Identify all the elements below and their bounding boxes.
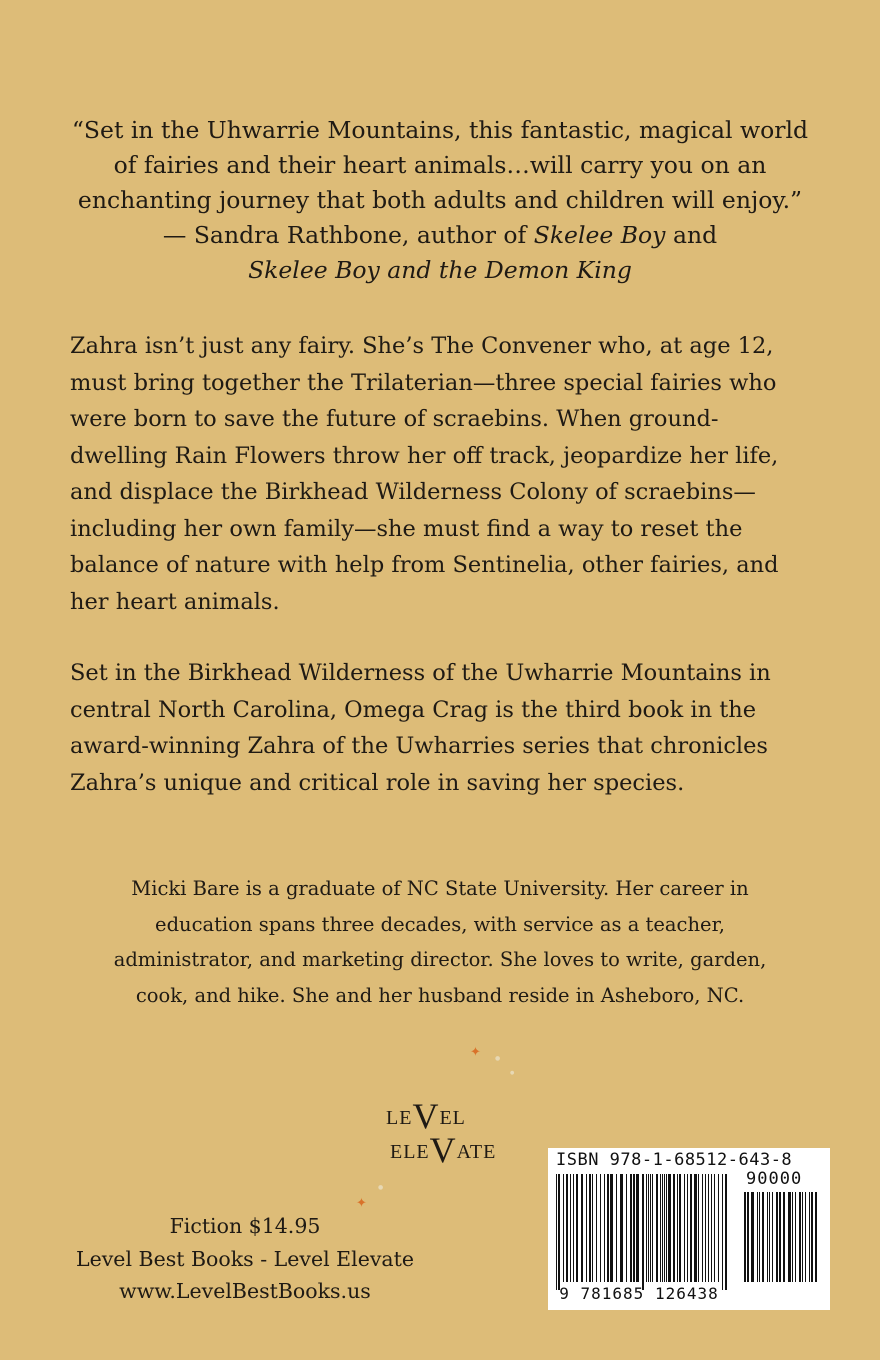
barcode-bar — [795, 1192, 796, 1282]
barcode-bar — [592, 1174, 593, 1282]
barcode-bar — [656, 1174, 658, 1282]
sparkle-icon: ✦ — [356, 1196, 367, 1211]
sparkle-icon: ● — [495, 1055, 501, 1062]
barcode-bar — [668, 1174, 671, 1282]
barcode-bar — [762, 1192, 764, 1282]
publisher-website: www.LevelBestBooks.us — [119, 1279, 371, 1303]
barcode-bar — [747, 1192, 749, 1282]
quote-book-2-line — [40, 253, 840, 288]
barcode-bar — [607, 1174, 609, 1282]
barcode-bar — [708, 1174, 709, 1282]
barcode-bar — [646, 1174, 647, 1282]
barcode-bar — [698, 1174, 699, 1282]
sparkle-icon: ● — [378, 1184, 384, 1191]
endorsement-quote — [40, 113, 840, 288]
barcode-bar — [633, 1174, 635, 1282]
price-code: 90000 — [746, 1169, 803, 1189]
barcode-bar — [811, 1192, 813, 1282]
barcode-bar — [815, 1192, 817, 1282]
barcode-bar — [616, 1174, 617, 1282]
barcode-bar — [610, 1174, 613, 1282]
barcode-bar — [596, 1174, 597, 1282]
barcode-bar — [687, 1174, 688, 1282]
barcode-bar — [809, 1192, 810, 1282]
barcode-bar — [702, 1174, 703, 1282]
barcode-bar — [772, 1192, 773, 1282]
publisher-logo — [372, 1080, 512, 1170]
barcode-bar — [779, 1192, 781, 1282]
barcode-digits: 9 781685 126438 — [559, 1284, 719, 1303]
barcode-bar — [570, 1174, 571, 1282]
sparkle-icon: ✦ — [470, 1045, 481, 1060]
description-paragraph-2: Set in the Birkhead Wilderness of the Uwharrie Mountains in central North Carolina, Omega Crag is the third book in the award-winning Zahra of the Uwharries series that chronicles Zahra’s unique and critical role in saving her species. — [70, 660, 771, 796]
book-title-1: Skelee Boy — [533, 221, 666, 249]
barcode-bar — [679, 1174, 681, 1282]
description-paragraph-1: Zahra isn’t just any fairy. She’s The Convener who, at age 12, must bring together the Trilaterian—three special fairies who were born to save the future of scraebins. When ground-dwelling Rain Flowers throw her off track, jeopardize her life, and displace the Birkhead Wilderness Colony of scraebins—including her own family—she must find a way to reset the balance of nature with help from Sentinelia, other fairies, and her heart animals. — [70, 333, 779, 615]
quote-line-1: “Set in the Uhwarrie Mountains, this fantastic, magical world — [71, 116, 809, 144]
barcode-bar — [604, 1174, 605, 1282]
barcode-bar — [620, 1174, 623, 1282]
barcode-bar — [652, 1174, 653, 1282]
barcode-bar — [650, 1174, 651, 1282]
barcode-bar — [705, 1174, 706, 1282]
barcode-bar — [776, 1192, 778, 1282]
quote-line-2: of fairies and their heart animals…will carry you on an — [113, 151, 767, 179]
publisher-name: Level Best Books - Level Elevate — [75, 1246, 414, 1271]
barcode-bar — [783, 1192, 785, 1282]
attribution-join: and — [665, 221, 718, 249]
barcode-bar — [600, 1174, 601, 1282]
logo-row-level: LEVEL — [386, 1096, 466, 1136]
barcode-bar — [662, 1174, 663, 1282]
barcode-bar — [694, 1174, 697, 1282]
barcode-bar — [767, 1192, 768, 1282]
barcode-bar — [718, 1174, 719, 1282]
logo-row-elevate: ELEVATE — [390, 1130, 497, 1170]
barcode-bar — [581, 1174, 583, 1282]
barcode-bar — [673, 1174, 675, 1282]
barcode-bar — [799, 1192, 801, 1282]
barcode-bar — [589, 1174, 591, 1282]
author-bio: Micki Bare is a graduate of NC State University. Her career in education spans three decades, with service as a teacher, administrator, and marketing director. She loves to write, garden, cook, and hike. She and her husband reside in Asheboro, NC. — [113, 877, 767, 1007]
barcode-bar — [677, 1174, 678, 1282]
genre-price: Fiction $14.95 — [169, 1214, 321, 1238]
barcode-bar — [558, 1174, 560, 1290]
barcode-bar — [586, 1174, 587, 1282]
barcode-bar — [566, 1174, 568, 1282]
barcode-bar — [563, 1174, 564, 1282]
barcode-bar — [769, 1192, 770, 1282]
barcode-bar — [802, 1192, 803, 1282]
barcode-bar — [757, 1192, 758, 1282]
quote-line-3: enchanting journey that both adults and children will enjoy.” — [77, 186, 803, 214]
barcode-bar — [722, 1174, 723, 1290]
barcode-bar — [556, 1174, 557, 1290]
barcode-bar — [626, 1174, 627, 1282]
barcode-bar — [684, 1174, 685, 1282]
barcode-bar — [690, 1174, 692, 1282]
isbn-barcode — [548, 1148, 830, 1310]
barcode-bar — [711, 1174, 712, 1282]
barcode-bar — [664, 1174, 665, 1282]
publisher-footer — [60, 1210, 430, 1308]
quote-attribution — [40, 218, 840, 253]
barcode-bar — [636, 1174, 639, 1282]
attribution-prefix: — Sandra Rathbone, author of — [162, 221, 534, 249]
barcode-bar — [788, 1192, 791, 1282]
barcode-bar — [642, 1174, 644, 1290]
isbn-label: ISBN 978-1-68512-643-8 — [556, 1150, 793, 1170]
barcode-bar — [744, 1192, 746, 1282]
barcode-bar — [725, 1174, 727, 1290]
barcode-bar — [648, 1174, 649, 1282]
barcode-bar — [759, 1192, 760, 1282]
book-title-2: Skelee Boy and the Demon King — [248, 256, 632, 284]
barcode-bar — [576, 1174, 578, 1282]
sparkle-icon: ● — [510, 1070, 515, 1076]
barcode-bar — [792, 1192, 793, 1282]
barcode-bar — [660, 1174, 661, 1282]
barcode-bar — [630, 1174, 632, 1282]
barcode-bar — [805, 1192, 806, 1282]
barcode-bar — [666, 1174, 667, 1282]
barcode-bar — [714, 1174, 715, 1282]
barcode-bar — [751, 1192, 754, 1282]
barcode-bar — [573, 1174, 574, 1282]
